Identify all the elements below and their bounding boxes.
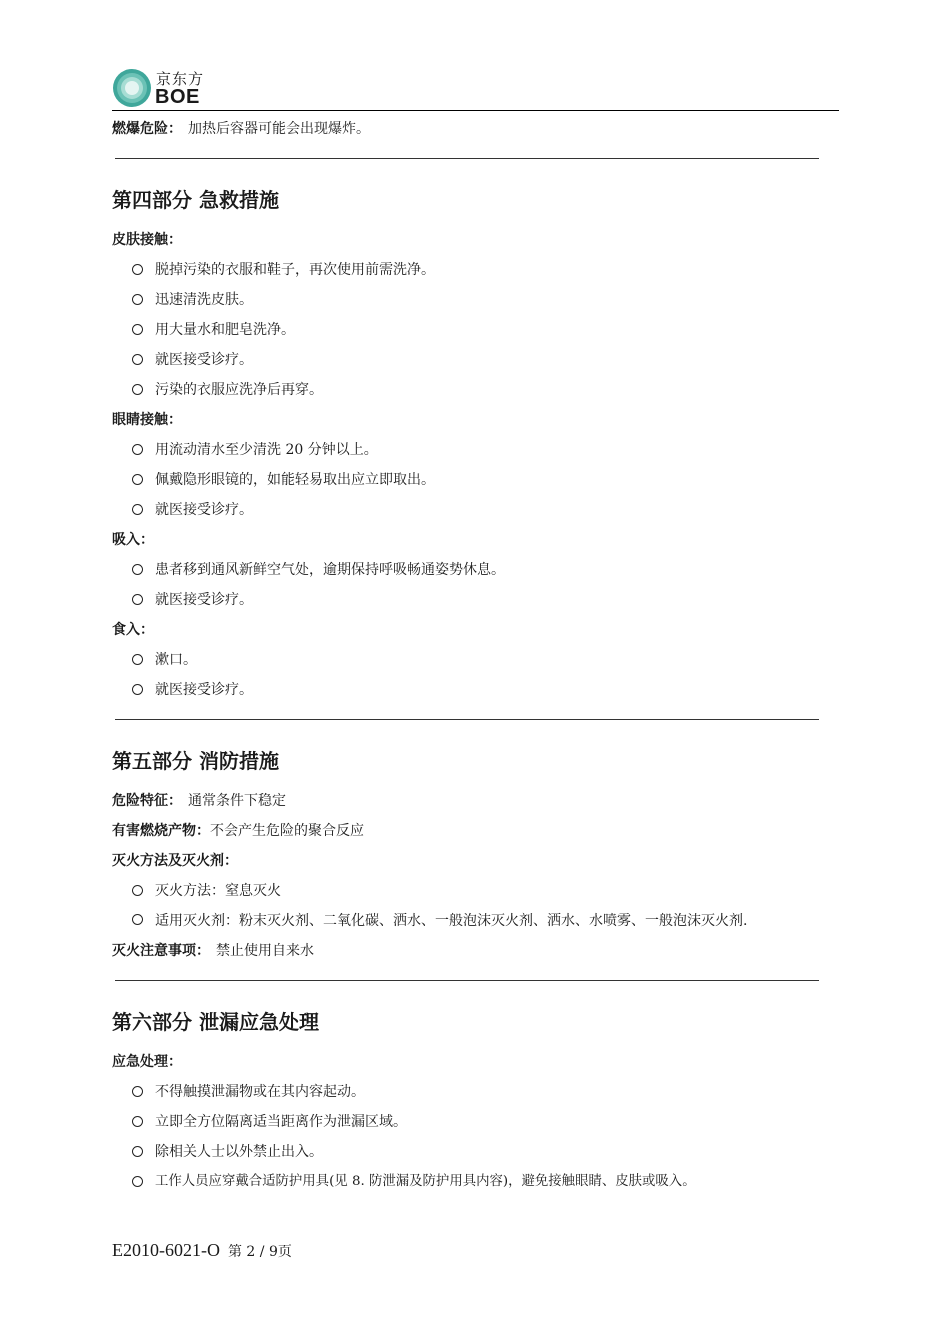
inhalation-list <box>112 555 839 615</box>
circle-bullet-icon <box>132 504 143 515</box>
circle-bullet-icon <box>132 914 143 925</box>
boe-logo-icon <box>112 68 152 108</box>
list-item <box>112 585 839 615</box>
section-divider <box>115 158 819 159</box>
list-item <box>112 285 839 315</box>
list-item-text: 用大量水和肥皂洗净。 <box>155 322 295 338</box>
extinguishing-list <box>112 876 839 936</box>
list-item-text: 工作人员应穿戴合适防护用具(见 8. 防泄漏及防护用具内容)，避免接触眼睛、皮肤或吸入。 <box>155 1174 696 1189</box>
circle-bullet-icon <box>132 324 143 335</box>
list-item-text: 就医接受诊疗。 <box>155 352 253 368</box>
list-item <box>112 435 839 465</box>
circle-bullet-icon <box>132 885 143 896</box>
document-code: E2010-6021-O <box>112 1240 220 1260</box>
circle-bullet-icon <box>132 684 143 695</box>
logo-text-en: BOE <box>155 86 200 108</box>
page-footer <box>112 1240 292 1261</box>
list-item-text: 患者移到通风新鲜空气处，逾期保持呼吸畅通姿势休息。 <box>155 562 505 578</box>
list-item-text: 污染的衣服应洗净后再穿。 <box>155 382 323 398</box>
circle-bullet-icon <box>132 1176 143 1187</box>
section-divider <box>115 719 819 720</box>
list-item-text: 用流动清水至少清洗 20 分钟以上。 <box>155 442 378 458</box>
list-item <box>112 315 839 345</box>
eye-contact-list <box>112 435 839 525</box>
firefighting-notice-value: 禁止使用自来水 <box>216 943 314 959</box>
combustion-products <box>112 816 839 846</box>
list-item <box>112 465 839 495</box>
firefighting-notice-label: 灭火注意事项： <box>112 943 210 959</box>
hazard-characteristics-value: 通常条件下稳定 <box>188 793 286 809</box>
circle-bullet-icon <box>132 384 143 395</box>
fire-explosion-value: 加热后容器可能会出现爆炸。 <box>188 121 370 137</box>
section-title-firefighting: 第五部分 消防措施 <box>112 749 279 773</box>
fire-explosion-hazard <box>112 114 839 144</box>
combustion-products-label: 有害燃烧产物： <box>112 823 210 839</box>
list-item-text: 除相关人士以外禁止出入。 <box>155 1144 323 1160</box>
list-item-text: 佩戴隐形眼镜的，如能轻易取出应立即取出。 <box>155 472 435 488</box>
ingestion-list <box>112 645 839 705</box>
circle-bullet-icon <box>132 444 143 455</box>
ingestion-label: 食入： <box>112 622 154 638</box>
emergency-handling-label: 应急处理： <box>112 1054 182 1070</box>
emergency-handling-list <box>112 1077 839 1197</box>
section-title-first-aid: 第四部分 急救措施 <box>112 188 279 212</box>
boe-logo <box>112 66 222 110</box>
eye-contact-label: 眼睛接触： <box>112 412 182 428</box>
list-item <box>112 345 839 375</box>
list-item-text: 灭火方法：窒息灭火 <box>155 883 281 899</box>
list-item-text: 迅速清洗皮肤。 <box>155 292 253 308</box>
fire-explosion-label: 燃爆危险： <box>112 121 182 137</box>
list-item-text: 就医接受诊疗。 <box>155 592 253 608</box>
list-item <box>112 876 839 906</box>
circle-bullet-icon <box>132 594 143 605</box>
circle-bullet-icon <box>132 1146 143 1157</box>
list-item <box>112 645 839 675</box>
circle-bullet-icon <box>132 294 143 305</box>
list-item <box>112 1167 839 1197</box>
extinguishing-method-label: 灭火方法及灭火剂： <box>112 853 238 869</box>
firefighting-notice <box>112 936 839 966</box>
circle-bullet-icon <box>132 474 143 485</box>
section-divider <box>115 980 819 981</box>
inhalation-label: 吸入： <box>112 532 154 548</box>
list-item-text: 就医接受诊疗。 <box>155 502 253 518</box>
circle-bullet-icon <box>132 354 143 365</box>
list-item <box>112 1077 839 1107</box>
circle-bullet-icon <box>132 654 143 665</box>
logo-text-cn: 京东方 <box>156 70 205 88</box>
list-item <box>112 375 839 405</box>
list-item <box>112 495 839 525</box>
page-number: 第 2 / 9页 <box>227 1244 292 1260</box>
list-item-text: 立即全方位隔离适当距离作为泄漏区域。 <box>155 1114 407 1130</box>
header-rule <box>112 110 839 111</box>
list-item <box>112 1137 839 1167</box>
hazard-characteristics <box>112 786 839 816</box>
skin-contact-label: 皮肤接触： <box>112 232 182 248</box>
list-item <box>112 255 839 285</box>
circle-bullet-icon <box>132 1116 143 1127</box>
circle-bullet-icon <box>132 1086 143 1097</box>
list-item <box>112 1107 839 1137</box>
circle-bullet-icon <box>132 264 143 275</box>
list-item-text: 就医接受诊疗。 <box>155 682 253 698</box>
combustion-products-value: 不会产生危险的聚合反应 <box>210 823 364 839</box>
list-item-text: 不得触摸泄漏物或在其内容起动。 <box>155 1084 365 1100</box>
list-item-text: 适用灭火剂：粉末灭火剂、二氧化碳、洒水、一般泡沫灭火剂、洒水、水喷雾、一般泡沫灭火剂. <box>155 913 748 929</box>
hazard-characteristics-label: 危险特征： <box>112 793 182 809</box>
list-item <box>112 555 839 585</box>
document-body <box>112 114 839 1197</box>
list-item-text: 脱掉污染的衣服和鞋子，再次使用前需洗净。 <box>155 262 435 278</box>
section-title-spill-response: 第六部分 泄漏应急处理 <box>112 1010 319 1034</box>
list-item-text: 漱口。 <box>155 652 197 668</box>
list-item <box>112 675 839 705</box>
skin-contact-list <box>112 255 839 405</box>
circle-bullet-icon <box>132 564 143 575</box>
list-item <box>112 906 839 936</box>
